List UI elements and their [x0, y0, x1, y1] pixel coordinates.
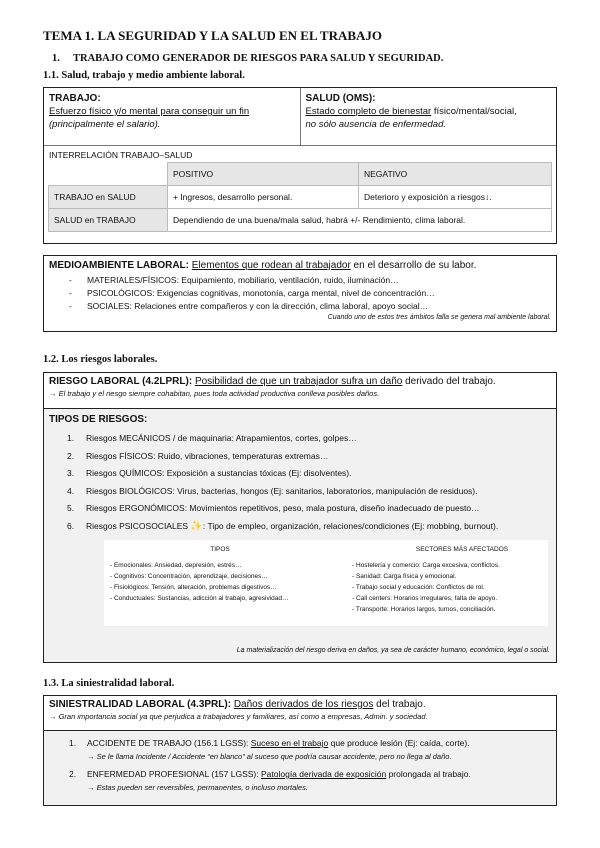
- list-item: 6. Riesgos PSICOSOCIALES ✨: Tipo de empleo, organización, relaciones/condiciones (Ej: mobbing, burnout).: [67, 520, 499, 532]
- riesgo-def-underlined: Posibilidad de que un trabajador sufra un daño: [194, 376, 403, 387]
- list-item: 2. ENFERMEDAD PROFESIONAL (157 LGSS): Patología derivada de exposición prolongada al trabajo. → Estas pueden ser reversibles, permanentes, o incluso mortales.: [49, 768, 551, 794]
- trabajo-def-italic: (principalmente el salario).: [49, 119, 161, 130]
- interrelacion-title: INTERRELACIÓN TRABAJO–SALUD: [49, 150, 193, 160]
- list-item: - Emocionales: Ansiedad, depresión, estrés…: [110, 562, 242, 569]
- section-1-3-heading: 1.3. La siniestralidad laboral.: [43, 678, 175, 689]
- medio-items: [49, 274, 551, 313]
- salud-definition: [300, 88, 557, 145]
- tipos-riesgos-box: [43, 408, 557, 663]
- list-item: - Transporte: Horarios largos, turnos, conciliación.: [352, 606, 496, 613]
- row-negativo: Deterioro y exposición a riesgos↓.: [359, 186, 552, 209]
- list-item: - SOCIALES: Relaciones entre compañeros y con la dirección, clima laboral, apoyo social…: [69, 301, 429, 311]
- section-1-2-heading: 1.2. Los riesgos laborales.: [43, 354, 158, 365]
- trabajo-definition: [44, 88, 300, 145]
- sin-def-underlined: Daños derivados de los riesgos: [233, 699, 374, 710]
- table-header-row: [49, 163, 552, 186]
- list-item: - Trabajo social y educación: Conflictos de rol.: [352, 584, 485, 591]
- sin-def-rest: del trabajo.: [373, 699, 426, 710]
- salud-def-underlined: Estado completo de bienestar: [305, 106, 432, 117]
- sin-note: → Gran importancia social ya que perjudica a trabajadores y familiares, así como a empresas, Admin. y sociedad.: [49, 712, 428, 721]
- section-1-title: [52, 53, 443, 64]
- row-merged: Dependiendo de una buena/mala salud, habrá +/- Rendimiento, clima laboral.: [168, 209, 552, 232]
- table-row: [49, 209, 552, 232]
- row-positivo: + Ingresos, desarrollo personal.: [168, 186, 359, 209]
- trabajo-label: TRABAJO:: [49, 93, 101, 104]
- riesgo-def-rest: derivado del trabajo.: [402, 376, 496, 387]
- tipos-column-title: TIPOS: [210, 546, 230, 553]
- list-item: 3. Riesgos QUÍMICOS: Exposición a sustancias tóxicas (Ej: disolventes).: [67, 468, 352, 478]
- list-item: - Conductuales: Sustancias, adicción al trabajo, agresividad…: [110, 595, 289, 602]
- tipos-column: [110, 546, 330, 604]
- list-item: 4. Riesgos BIOLÓGICOS: Virus, bacterias, hongos (Ej: sanitarios, laboratorios, manipulación de residuos).: [67, 485, 478, 496]
- siniestralidad-box: [43, 695, 557, 730]
- medio-note: Cuando uno de estos tres ámbitos falla se genera mal ambiente laboral.: [327, 314, 551, 321]
- section-1-number: 1.: [52, 53, 60, 64]
- tipos-title: TIPOS DE RIESGOS:: [49, 414, 148, 425]
- psicosocial-detail: [104, 540, 548, 626]
- riesgo-note: → El trabajo y el riesgo siempre cohabitan, pues toda actividad productiva conlleva posibles daños.: [49, 389, 380, 398]
- trabajo-def-underlined: Esfuerzo físico y/o mental para conseguir un fin: [49, 106, 250, 117]
- medio-label: MEDIOAMBIENTE LABORAL:: [49, 260, 189, 271]
- accidente-subnote: → Se le llama Incidente / Accidente “en blanco” al suceso que podría causar accidente, pero no llega al daño.: [87, 752, 452, 761]
- trabajo-salud-box: [43, 87, 557, 244]
- section-1-text: TRABAJO COMO GENERADOR DE RIESGOS PARA SALUD Y SEGURIDAD.: [73, 53, 444, 64]
- page-title: TEMA 1. LA SEGURIDAD Y LA SALUD EN EL TRABAJO: [43, 28, 383, 43]
- interrelacion-table: [48, 162, 552, 232]
- sin-label: SINIESTRALIDAD LABORAL (4.3PRL):: [49, 699, 232, 710]
- medio-def-underlined: Elementos que rodean al trabajador: [191, 260, 351, 271]
- list-item: 1. ACCIDENTE DE TRABAJO (156.1 LGSS): Suceso en el trabajo que produce lesión (Ej: caída, corte). → Se le llama Incidente / Accidente “en blanco” al suceso que podría causar accidente, pero no llega al daño.: [49, 737, 551, 763]
- list-item: - Hostelería y comercio: Carga excesiva, conflictos.: [352, 562, 500, 569]
- salud-def-italic: no sólo ausencia de enfermedad.: [305, 119, 446, 130]
- table-header-positivo: POSITIVO: [168, 163, 359, 186]
- sectores-column: [352, 546, 572, 615]
- list-item: - Call centers: Horarios irregulares, falta de apoyo.: [352, 595, 498, 602]
- sectores-column-title: SECTORES MÁS AFECTADOS: [415, 546, 509, 553]
- riesgo-laboral-box: [43, 372, 557, 408]
- riesgo-label: RIESGO LABORAL (4.2LPRL):: [49, 376, 193, 387]
- section-1-1-heading: 1.1. Salud, trabajo y medio ambiente laboral.: [43, 70, 245, 81]
- siniestralidad-types-box: [43, 730, 557, 806]
- list-item: - Fisiológicos: Tensión, alteración, problemas digestivos…: [110, 584, 277, 591]
- list-item: - Cognitivos: Concentración, aprendizaje, decisiones…: [110, 573, 268, 580]
- list-item: - PSICOLÓGICOS: Exigencias cognitivas, monotonía, carga mental, nivel de concentración…: [69, 288, 435, 298]
- row-label: TRABAJO en SALUD: [49, 186, 168, 209]
- row-label: SALUD en TRABAJO: [49, 209, 168, 232]
- enfermedad-subnote: → Estas pueden ser reversibles, permanentes, o incluso mortales.: [87, 783, 308, 792]
- table-header-negativo: NEGATIVO: [359, 163, 552, 186]
- sparkle-icon: ✨: [190, 520, 203, 532]
- medioambiente-box: [43, 255, 557, 332]
- list-item: 1. Riesgos MECÁNICOS / de maquinaria: Atrapamientos, cortes, golpes…: [67, 433, 357, 443]
- list-item: 2. Riesgos FÍSICOS: Ruido, vibraciones, temperaturas extremas…: [67, 450, 329, 461]
- list-item: - MATERIALES/FÍSICOS: Equipamiento, mobiliario, ventilación, ruido, iluminación…: [69, 275, 399, 285]
- table-row: [49, 186, 552, 209]
- medio-def-rest: en el desarrollo de su labor.: [350, 260, 477, 271]
- riesgos-note: La materialización del riesgo deriva en daños, ya sea de carácter humano, económico, legal o social.: [236, 647, 550, 654]
- list-item: - Sanidad: Carga física y emocional.: [352, 573, 457, 580]
- salud-label: SALUD (OMS):: [305, 93, 376, 104]
- list-item: 5. Riesgos ERGONÓMICOS: Movimientos repetitivos, peso, mala postura, diseño inadecuado de puesto…: [67, 503, 480, 513]
- salud-def-rest: físico/mental/social,: [431, 106, 517, 117]
- tipos-list: [49, 430, 551, 535]
